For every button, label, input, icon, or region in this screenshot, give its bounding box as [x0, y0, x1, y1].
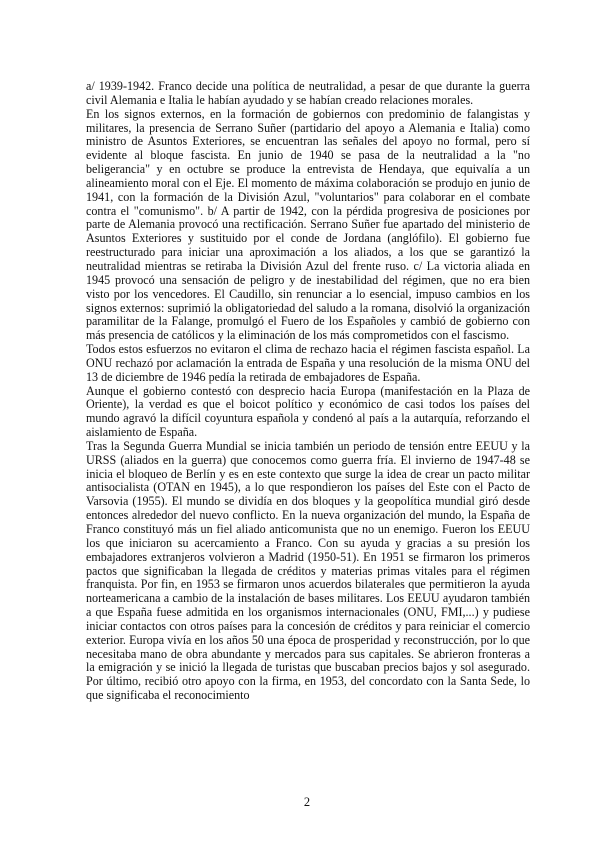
- paragraph-external-signs: En los signos externos, en la formación de gobiernos con predominio de falangistas y militares, la presencia de Serrano Suñer (partidario del apoyo a Alemania e Italia) como ministro de Asuntos Exteriores, se encuentran las señales del apoyo no formal, pero sí evidente al bloque fascista. En junio de 1940 se pasa de la neutralidad a la "no beligerancia" y en octubre se produce la entrevista de Hendaya, que equivalía a un alineamiento moral con el Eje. El momento de máxima colaboración se produjo en junio de 1941, con la formación de la División Azul, "voluntarios" para colaborar en el combate contra el "comunismo". b/ A partir de 1942, con la pérdida progresiva de posiciones por parte de Alemania provocó una rectificación. Serrano Suñer fue apartado del ministerio de Asuntos Exteriores y sustituido por el conde de Jordana (anglófilo). El gobierno fue reestructurado para iniciar una aproximación a los aliados, a los que se garantizó la neutralidad mientras se retiraba la División Azul del frente ruso. c/ La victoria aliada en 1945 provocó una sensación de peligro y de inestabilidad del régimen, que no era bien visto por los vencedores. El Caudillo, sin renunciar a lo esencial, impuso cambios en los signos externos: suprimió la obligatoriedad del saludo a la romana, disolvió la organización paramilitar de la Falange, promulgó el Fuero de los Españoles y cambió de gobierno con más presencia de católicos y la eliminación de los más comprometidos con el fascismo.: [86, 106, 530, 343]
- paragraph-cold-war: Tras la Segunda Guerra Mundial se inicia también un periodo de tensión entre EEUU y la URSS (aliados en la guerra) que conocemos como guerra fría. El invierno de 1947-48 se inicia el bloqueo de Berlín y es en este contexto que surge la idea de crear un pacto militar antisocialista (OTAN en 1945), a lo que respondieron los países del Este con el Pacto de Varsovia (1955). El mundo se dividía en dos bloques y la geopolítica mundial giró desde entonces alrededor del nuevo conflicto. En la nueva organización del mundo, la España de Franco constituyó más un fiel aliado anticomunista que no un enemigo. Fueron los EEUU los que iniciaron su acercamiento a Franco. Con su ayuda y gracias a su presión los embajadores extranjeros volvieron a Madrid (1950-51). En 1951 se firmaron los primeros pactos que significaban la llegada de créditos y materias primas vitales para el régimen franquista. Por fin, en 1953 se firmaron unos acuerdos bilaterales que permitieron la ayuda norteamericana a cambio de la instalación de bases militares. Los EEUU ayudaron también a que España fuese admitida en los organismos internacionales (ONU, FMI,...) y pudiese iniciar contactos con otros países para la concesión de créditos y para reiniciar el comercio exterior. Europa vivía en los años 50 una época de prosperidad y reconstrucción, por lo que necesitaba mano de obra abundante y mercados para sus capitales. Se abrieron fronteras a la emigración y se inició la llegada de turistas que buscaban precios bajos y sol asegurado. Por último, recibió otro apoyo con la firma, en 1953, del concordato con la Santa Sede, lo que significaba el reconocimiento: [86, 438, 530, 703]
- page-number: 2: [303, 795, 311, 809]
- paragraph-isolation: Aunque el gobierno contestó con desprecio hacia Europa (manifestación en la Plaza de Oriente), la verdad es que el boicot político y económico de casi todos los países del mundo agravó la difícil coyuntura española y condenó al país a la autarquía, reforzando el aislamiento de España.: [86, 383, 530, 440]
- paragraph-onu-rejection: Todos estos esfuerzos no evitaron el clima de rechazo hacia el régimen fascista español. La ONU rechazó por aclamación la entrada de España y una resolución de la misma ONU del 13 de diciembre de 1946 pedía la retirada de embajadores de España.: [86, 342, 530, 384]
- paragraph-neutrality: a/ 1939-1942. Franco decide una política de neutralidad, a pesar de que durante la guerra civil Alemania e Italia le habían ayudado y se habían creado relaciones morales.: [86, 79, 530, 107]
- document-body: [86, 80, 530, 703]
